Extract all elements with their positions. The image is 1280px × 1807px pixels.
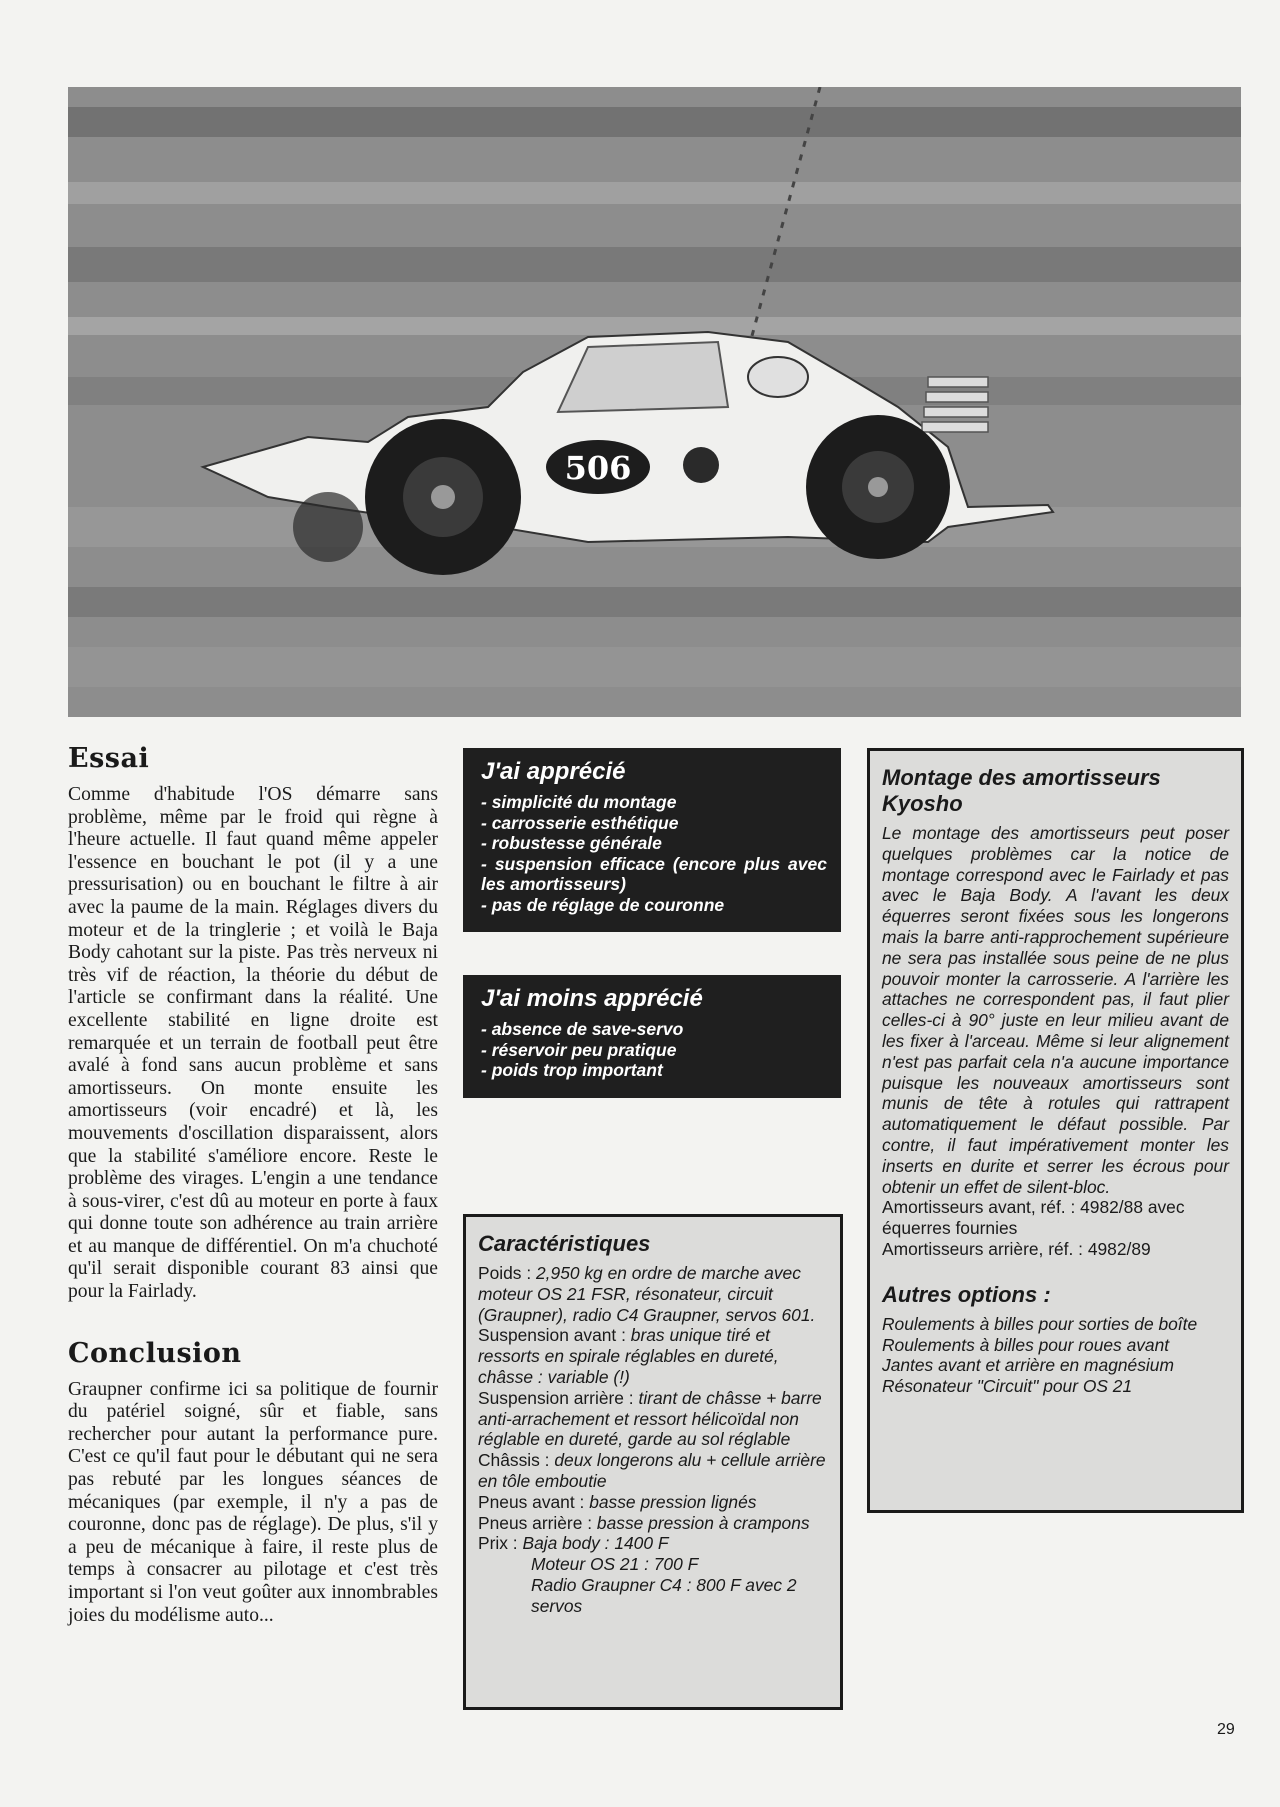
apprecie-item: - suspension efficace (encore plus avec les amortisseurs) xyxy=(481,853,827,894)
conclusion-heading: Conclusion xyxy=(68,1337,242,1369)
prix-item: Radio Graupner C4 : 800 F avec 2 servos xyxy=(531,1574,797,1616)
option-item: Jantes avant et arrière en magnésium xyxy=(882,1355,1174,1376)
prix-label: Prix : xyxy=(478,1533,518,1554)
prix-item: Baja body : 1400 F xyxy=(522,1533,669,1554)
spec-value: basse pression lignés xyxy=(589,1491,757,1512)
apprecie-item: - robustesse générale xyxy=(481,833,662,853)
apprecie-box xyxy=(463,748,841,932)
spec-value: 2,950 kg en ordre de marche avec moteur OS 21 FSR, résonateur, circuit (Graupner), radio C4 Graupner, servos 601. xyxy=(478,1263,816,1325)
page-number: 29 xyxy=(1217,1721,1235,1738)
caracteristiques-box xyxy=(463,1214,843,1710)
moins-apprecie-title: J'ai moins apprécié xyxy=(481,985,703,1012)
spec-value: basse pression à crampons xyxy=(596,1512,810,1533)
spec-value: bras unique tiré et ressorts en spirale réglables en dureté, châsse : variable (!) xyxy=(478,1325,779,1387)
moins-apprecie-list xyxy=(481,1019,827,1081)
moins-apprecie-item: - poids trop important xyxy=(481,1060,663,1080)
spec-suspension-avant xyxy=(478,1325,828,1387)
option-item: Roulements à billes pour sorties de boîte xyxy=(882,1313,1198,1334)
buggy-photo xyxy=(68,87,1241,717)
spec-label: Suspension avant : xyxy=(478,1325,626,1346)
apprecie-item: - simplicité du montage xyxy=(481,792,677,812)
apprecie-item: - pas de réglage de couronne xyxy=(481,894,725,915)
moins-apprecie-item: - réservoir peu pratique xyxy=(481,1039,677,1060)
spec-label: Pneus avant : xyxy=(478,1491,585,1512)
spec-label: Suspension arrière : xyxy=(478,1387,634,1408)
number-plate: 506 xyxy=(564,449,632,487)
spec-label: Pneus arrière : xyxy=(478,1512,593,1533)
conclusion-body: Graupner confirme ici sa politique de fournir du patériel soigné, sûr et fiable, sans rechercher pour autant la performance pure. C'est ce qu'il faut pour le débutant qui ne sera pas rebuté par les longues séances de mécaniques (par exemple, il n'y a pas de couronne, donc pas de réglage). De plus, s'il y a peu de mécanique à faire, il reste plus de temps à consacrer au pilotage et c'est très important si l'on veut goûter aux innombrables joies du modélisme auto... xyxy=(68,1378,438,1626)
essai-heading: Essai xyxy=(68,743,150,774)
left-column xyxy=(68,743,438,1627)
montage-ref: Amortisseurs arrière, réf. : 4982/89 xyxy=(882,1238,1151,1259)
option-item: Roulements à billes pour roues avant xyxy=(882,1334,1170,1355)
montage-box xyxy=(867,748,1244,1513)
moins-apprecie-box xyxy=(463,975,841,1098)
spec-chassis xyxy=(478,1450,828,1492)
spec-label: Poids : xyxy=(478,1263,532,1283)
option-item: Résonateur "Circuit" pour OS 21 xyxy=(882,1376,1133,1397)
caracteristiques-title: Caractéristiques xyxy=(478,1231,651,1256)
prix-line xyxy=(478,1554,828,1575)
montage-title: Montage des amortisseurs Kyosho xyxy=(882,765,1161,816)
spec-suspension-arriere xyxy=(478,1388,828,1450)
apprecie-item: - carrosserie esthétique xyxy=(481,812,679,833)
spec-poids xyxy=(478,1263,828,1325)
spec-pneus-arriere xyxy=(478,1513,828,1534)
essai-body: Comme d'habitude l'OS démarre sans problème, même par le froid qui règne à l'heure actuelle. Il faut quand même appeler l'essence en bouchant le pot (il y a une pressurisation) ou en bouchant le filtre à air avec la paume de la main. Réglages divers du moteur et de la tringlerie ; et voilà le Baja Body cahotant sur la piste. Pas très nerveux ni très vif de réaction, la théorie du début de l'article se confirmant dans la réalité. Une excellente stabilité en ligne droite est remarquée et un terrain de football peut être avalé à fond sans aucun problème et sans amortisseurs. On monte ensuite les amortisseurs (voir encadré) et là, les mouvements d'oscillation disparaissent, alors que la stabilité s'améliore encore. Reste le problème des virages. L'engin a une tendance à sous-virer, c'est dû au moteur en porte à faux qui donne toute son adhérence au train arrière et au manque de différentiel. On m'a chuchoté qu'il serait disponible courant 83 ainsi que pour la Fairlady. xyxy=(68,784,438,1303)
spec-value: deux longerons alu + cellule arrière en tôle emboutie xyxy=(478,1450,826,1491)
spec-pneus-avant xyxy=(478,1492,828,1513)
prix-line xyxy=(478,1575,828,1617)
montage-body: Le montage des amortisseurs peut poser quelques problèmes car la notice de montage correspond avec le Fairlady et pas avec le Baja Body. A l'avant les deux équerres seront fixées sous les longerons mais la barre anti-rapprochement supérieure ne sera pas installée sous peine de ne plus pouvoir monter la carrosserie. A l'arrière les attaches ne correspondent pas, il faut plier celles-ci à 90° juste en leur milieu avant de les fixer à l'arceau. Même si leur alignement n'est pas parfait cela n'a aucune importance puisque les nouveaux amortisseurs sont munis de tête à rotules qui rattrapent automatiquement le défaut possible. Par contre, il faut impérativement monter les inserts en durite et serrer les écrous pour obtenir un effet de silent-bloc. xyxy=(882,823,1229,1197)
montage-ref: Amortisseurs avant, réf. : 4982/88 avec équerres fournies xyxy=(882,1197,1185,1239)
autres-options-title: Autres options : xyxy=(882,1281,1051,1307)
prix-item: Moteur OS 21 : 700 F xyxy=(531,1554,699,1575)
spec-value: tirant de châsse + barre anti-arrachement et ressort hélicoïdal non réglable en dureté, garde au sol réglable xyxy=(478,1387,822,1450)
apprecie-list xyxy=(481,792,827,915)
moins-apprecie-item: - absence de save-servo xyxy=(481,1019,684,1039)
apprecie-title: J'ai apprécié xyxy=(481,758,626,785)
buggy-illustration xyxy=(68,87,1241,717)
spec-label: Châssis : xyxy=(478,1450,550,1471)
spec-prix xyxy=(478,1533,828,1554)
